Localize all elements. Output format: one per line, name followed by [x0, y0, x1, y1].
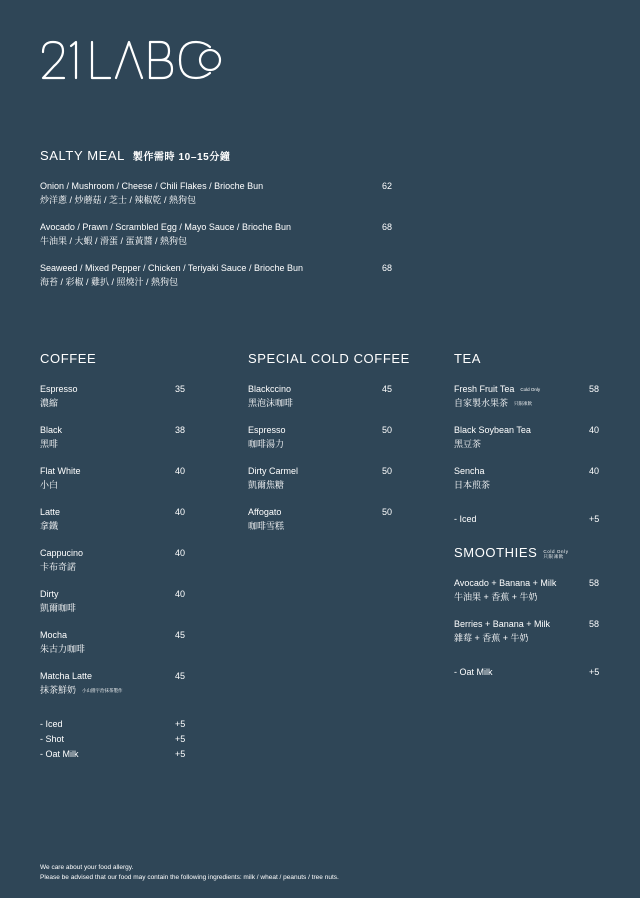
coffee-item-5-price: 40 — [175, 548, 186, 558]
coffee-item-4-en: Latte — [40, 507, 61, 517]
coffee-item-8-zh — [40, 683, 123, 697]
coffee-addon-1: - Iced — [40, 719, 63, 729]
special-item-3 — [248, 464, 298, 492]
coffee-item-1-price: 35 — [175, 384, 186, 394]
salty-item-1-en: Onion / Mushroom / Cheese / Chili Flakes / Brioche Bun — [40, 181, 264, 191]
salty-item-2-en: Avocado / Prawn / Scrambled Egg / Mayo Sauce / Brioche Bun — [40, 222, 291, 232]
coffee-item-1 — [40, 382, 78, 410]
special-item-2-en: Espresso — [248, 425, 286, 435]
smoothie-item-2-price: 58 — [589, 619, 600, 629]
smoothies-addon-price: +5 — [589, 667, 600, 677]
salty-item-3 — [40, 261, 303, 289]
smoothies-note-en: Cold Only — [543, 548, 569, 554]
special-item-2 — [248, 423, 286, 451]
coffee-item-2 — [40, 423, 62, 451]
tea-item-1-en-row — [454, 382, 540, 396]
salty-item-2-price: 68 — [382, 222, 393, 232]
special-item-1-price: 45 — [382, 384, 393, 394]
coffee-addon-2-price: +5 — [175, 734, 186, 744]
coffee-item-6-zh: 凱爾咖啡 — [40, 603, 77, 613]
salty-meal-title-text: SALTY MEAL — [40, 148, 125, 163]
special-item-2-zh: 咖啡湯力 — [248, 439, 285, 449]
coffee-item-2-en: Black — [40, 425, 63, 435]
tea-item-1-note-en: Cold Only — [520, 387, 541, 393]
smoothie-item-1 — [454, 576, 556, 604]
smoothie-item-1-price: 58 — [589, 578, 600, 588]
coffee-item-8-note: 小山園宇治抹茶製作 — [82, 688, 123, 694]
special-item-1 — [248, 382, 293, 410]
salty-item-3-en: Seaweed / Mixed Pepper / Chicken / Teriyaki Sauce / Brioche Bun — [40, 263, 303, 273]
coffee-item-4-zh: 拿鐵 — [40, 521, 59, 531]
salty-item-3-price: 68 — [382, 263, 393, 273]
smoothie-item-2-en: Berries + Banana + Milk — [454, 619, 551, 629]
coffee-item-3-en: Flat White — [40, 466, 81, 476]
allergy-notice — [40, 863, 339, 883]
coffee-addon-2: - Shot — [40, 734, 65, 744]
coffee-item-7-en: Mocha — [40, 630, 68, 640]
coffee-item-5-zh: 卡布奇諾 — [40, 562, 77, 572]
special-item-4-zh: 咖啡雪糕 — [248, 521, 285, 531]
special-item-2-price: 50 — [382, 425, 393, 435]
tea-title: TEA — [454, 351, 482, 366]
tea-item-2-zh: 黑豆茶 — [454, 439, 482, 449]
smoothie-item-2-zh: 雜莓 + 香蕉 + 牛奶 — [454, 633, 529, 643]
tea-item-3 — [454, 464, 490, 492]
salty-item-2-zh: 牛油果 / 大蝦 / 滑蛋 / 蛋黃醬 / 熱狗包 — [40, 236, 188, 246]
coffee-item-2-price: 38 — [175, 425, 186, 435]
salty-item-1-zh: 炒洋蔥 / 炒蘑菇 / 芝士 / 辣椒乾 / 熱狗包 — [40, 195, 197, 205]
tea-item-1-zh: 自家製水果茶 — [454, 398, 509, 408]
coffee-item-5-en: Cappucino — [40, 548, 84, 558]
tea-item-2 — [454, 423, 531, 451]
allergy-notice-line-1: We care about your food allergy. — [40, 864, 134, 871]
allergy-notice-line-2: Please be advised that our food may contain the following ingredients: milk / wheat / peanuts / tree nuts. — [40, 874, 339, 881]
special-item-4-price: 50 — [382, 507, 393, 517]
tea-addon: - Iced — [454, 514, 477, 524]
coffee-item-2-zh: 黑啡 — [40, 439, 59, 449]
smoothies-addon: - Oat Milk — [454, 667, 493, 677]
special-item-1-en: Blackccino — [248, 384, 292, 394]
tea-item-2-en: Black Soybean Tea — [454, 425, 531, 435]
coffee-item-6 — [40, 587, 76, 615]
salty-item-2 — [40, 220, 291, 248]
tea-item-1-price: 58 — [589, 384, 600, 394]
coffee-item-6-en: Dirty — [40, 589, 59, 599]
coffee-addon-3-price: +5 — [175, 749, 186, 759]
coffee-item-3-price: 40 — [175, 466, 186, 476]
coffee-addon-1-price: +5 — [175, 719, 186, 729]
salty-item-1 — [40, 179, 263, 207]
special-item-4-en: Affogato — [248, 507, 282, 517]
special-item-3-price: 50 — [382, 466, 393, 476]
tea-item-3-en: Sencha — [454, 466, 485, 476]
special-item-4 — [248, 505, 284, 533]
coffee-item-4 — [40, 505, 60, 533]
tea-item-3-zh: 日本煎茶 — [454, 480, 491, 490]
coffee-item-8-price: 45 — [175, 671, 186, 681]
tea-item-1-en: Fresh Fruit Tea — [454, 384, 515, 394]
coffee-item-1-en: Espresso — [40, 384, 78, 394]
tea-item-2-price: 40 — [589, 425, 600, 435]
coffee-item-1-zh: 濃縮 — [40, 398, 59, 408]
coffee-item-7 — [40, 628, 85, 656]
coffee-item-7-price: 45 — [175, 630, 186, 640]
coffee-item-8-zh-text: 抹茶鮮奶 — [40, 685, 77, 695]
salty-meal-time-note: 製作需時 10–15分鐘 — [132, 152, 231, 163]
coffee-title: COFFEE — [40, 351, 97, 366]
tea-item-1-zh-row — [454, 396, 540, 410]
salty-meal-title — [40, 148, 231, 163]
smoothie-item-2 — [454, 617, 550, 645]
salty-item-1-price: 62 — [382, 181, 393, 191]
tea-item-3-price: 40 — [589, 466, 600, 476]
coffee-item-8-en: Matcha Latte — [40, 671, 93, 681]
tea-item-1 — [454, 382, 540, 410]
coffee-addon-3: - Oat Milk — [40, 749, 79, 759]
tea-item-1-note-zh: 只限凍飲 — [514, 401, 533, 407]
coffee-item-8 — [40, 669, 123, 697]
coffee-item-3 — [40, 464, 81, 492]
coffee-item-6-price: 40 — [175, 589, 186, 599]
logo-mark — [40, 38, 230, 86]
tea-addon-price: +5 — [589, 514, 600, 524]
special-item-3-zh: 凱爾焦糖 — [248, 480, 285, 490]
special-item-1-zh: 黑泡沫咖啡 — [248, 398, 294, 408]
smoothies-note-zh: 只限凍飲 — [543, 553, 564, 559]
special-cold-coffee-title: SPECIAL COLD COFFEE — [248, 351, 410, 366]
coffee-item-7-zh: 朱古力咖啡 — [40, 644, 86, 654]
coffee-item-5 — [40, 546, 83, 574]
brand-logo — [40, 38, 230, 86]
smoothies-title-text: SMOOTHIES — [454, 545, 538, 560]
salty-item-3-zh: 海苔 / 彩椒 / 雞扒 / 照燒汁 / 熱狗包 — [40, 277, 179, 287]
coffee-item-3-zh: 小白 — [40, 480, 59, 490]
smoothies-note — [543, 549, 568, 559]
coffee-item-4-price: 40 — [175, 507, 186, 517]
smoothie-item-1-en: Avocado + Banana + Milk — [454, 578, 557, 588]
special-item-3-en: Dirty Carmel — [248, 466, 299, 476]
smoothie-item-1-zh: 牛油果 + 香蕉 + 牛奶 — [454, 592, 538, 602]
smoothies-title — [454, 545, 569, 560]
